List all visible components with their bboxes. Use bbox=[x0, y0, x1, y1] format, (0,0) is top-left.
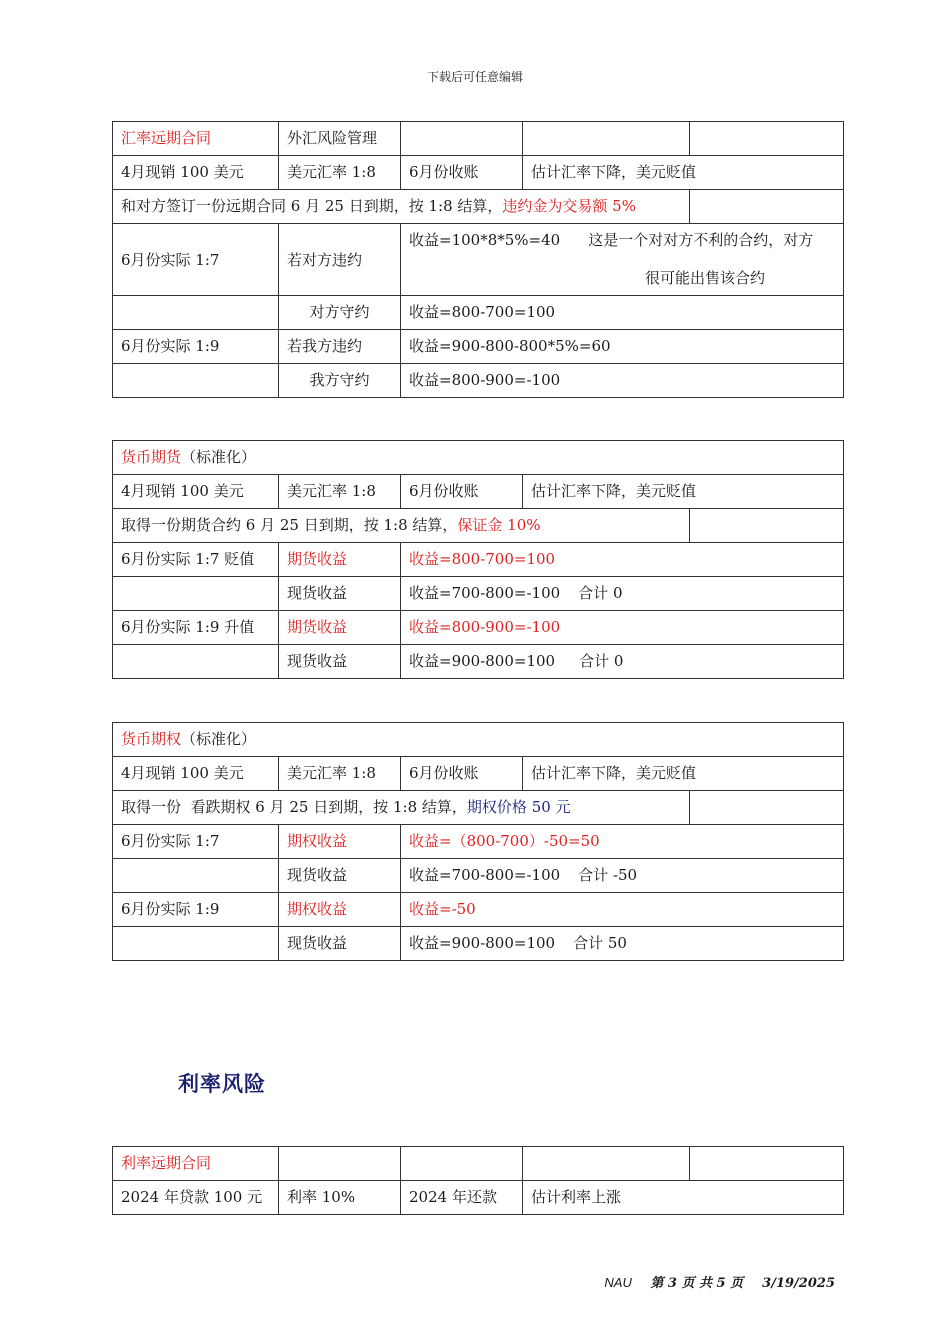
footer-date: 3/19/2025 bbox=[762, 1276, 835, 1291]
cell-text: 收益=700-800=-100 bbox=[409, 866, 561, 884]
currency-options-table bbox=[112, 722, 844, 961]
table-cell: 期货收益 bbox=[279, 543, 401, 577]
table-cell bbox=[113, 859, 279, 893]
cell-highlight-text: 保证金 10% bbox=[457, 516, 541, 534]
table-cell: 收益=（800-700）-50=50 bbox=[401, 825, 844, 859]
table-cell bbox=[401, 927, 844, 961]
table-row bbox=[113, 927, 844, 961]
table-cell: 现货收益 bbox=[279, 859, 401, 893]
table-row bbox=[113, 296, 844, 330]
table-row bbox=[113, 122, 844, 156]
cell-highlight-text: 期权价格 50 元 bbox=[466, 798, 571, 816]
table-cell bbox=[113, 509, 690, 543]
cell-text: 取得一份期货合约 6 月 25 日到期，按 1:8 结算， bbox=[121, 516, 458, 534]
table-cell: 6月份实际 1:9 bbox=[113, 893, 279, 927]
table-row bbox=[113, 364, 844, 398]
table-cell: 估计汇率下降，美元贬值 bbox=[523, 156, 844, 190]
table-cell: 利率 10% bbox=[279, 1181, 401, 1215]
cell-total-text: 合计 50 bbox=[573, 934, 627, 952]
table-cell: 我方守约 bbox=[279, 364, 401, 398]
cell-text: 收益=900-800=100 bbox=[409, 652, 556, 670]
table-cell bbox=[523, 122, 690, 156]
table-row bbox=[113, 1147, 844, 1181]
table-title bbox=[113, 723, 844, 757]
table-cell bbox=[113, 791, 690, 825]
page-footer bbox=[604, 1272, 835, 1291]
cell-text: 取得一份 看跌期权 6 月 25 日到期，按 1:8 结算， bbox=[121, 798, 467, 816]
table-cell: 6月份实际 1:7 贬值 bbox=[113, 543, 279, 577]
table-row bbox=[113, 859, 844, 893]
table-cell bbox=[279, 1147, 401, 1181]
table-row bbox=[113, 190, 844, 224]
cell-text: 收益=700-800=-100 bbox=[409, 584, 561, 602]
footer-page-number: 第 3 页 共 5 页 bbox=[650, 1276, 744, 1291]
table-cell: 收益=800-700=100 bbox=[401, 543, 844, 577]
table-cell: 外汇风险管理 bbox=[279, 122, 401, 156]
table-cell bbox=[401, 1147, 523, 1181]
cell-note-text: 这是一个对对方不利的合约，对方 bbox=[588, 231, 814, 249]
table-cell: 收益=800-900=-100 bbox=[401, 611, 844, 645]
table-cell bbox=[690, 122, 844, 156]
table-cell: 期权收益 bbox=[279, 893, 401, 927]
table-cell bbox=[113, 190, 690, 224]
table-row bbox=[113, 156, 844, 190]
table-row bbox=[113, 723, 844, 757]
table-cell: 若我方违约 bbox=[279, 330, 401, 364]
table-cell bbox=[113, 645, 279, 679]
table-cell: 收益=900-800-800*5%=60 bbox=[401, 330, 844, 364]
cell-highlight-text: 违约金为交易额 5% bbox=[502, 197, 636, 215]
table-cell: 6月份实际 1:7 bbox=[113, 224, 279, 296]
table-cell bbox=[113, 927, 279, 961]
table-cell: 收益=800-700=100 bbox=[401, 296, 844, 330]
table-row bbox=[113, 577, 844, 611]
table-cell: 6月份收账 bbox=[401, 156, 523, 190]
table-cell bbox=[401, 577, 844, 611]
table-cell: 4月现销 100 美元 bbox=[113, 475, 279, 509]
table-cell: 6月份实际 1:7 bbox=[113, 825, 279, 859]
table-title-suffix: （标准化） bbox=[181, 730, 257, 748]
table-title: 汇率远期合同 bbox=[113, 122, 279, 156]
table-cell: 6月份收账 bbox=[401, 757, 523, 791]
table-row bbox=[113, 791, 844, 825]
table-cell bbox=[690, 791, 844, 825]
cell-total-text: 合计 0 bbox=[578, 584, 623, 602]
section-title: 利率风险 bbox=[178, 1072, 266, 1096]
table-cell: 美元汇率 1:8 bbox=[279, 757, 401, 791]
table-row bbox=[113, 543, 844, 577]
table-cell: 期货收益 bbox=[279, 611, 401, 645]
table-cell bbox=[401, 224, 844, 296]
table-cell: 现货收益 bbox=[279, 927, 401, 961]
table-row bbox=[113, 475, 844, 509]
forward-contract-table bbox=[112, 121, 844, 398]
table-row bbox=[113, 224, 844, 296]
table-title-red: 货币期货 bbox=[121, 448, 182, 466]
table-cell: 6月份实际 1:9 bbox=[113, 330, 279, 364]
table-row bbox=[113, 645, 844, 679]
table-cell bbox=[690, 190, 844, 224]
table-row bbox=[113, 893, 844, 927]
cell-total-text: 合计 0 bbox=[579, 652, 624, 670]
page-header-note: 下载后可任意编辑 bbox=[426, 70, 523, 84]
table-cell: 美元汇率 1:8 bbox=[279, 156, 401, 190]
table-row bbox=[113, 825, 844, 859]
table-cell: 若对方违约 bbox=[279, 224, 401, 296]
table-cell bbox=[401, 859, 844, 893]
table-cell: 估计汇率下降，美元贬值 bbox=[523, 757, 844, 791]
table-cell bbox=[113, 364, 279, 398]
table-row bbox=[113, 611, 844, 645]
table-cell: 现货收益 bbox=[279, 645, 401, 679]
table-cell: 收益=800-900=-100 bbox=[401, 364, 844, 398]
cell-total-text: 合计 -50 bbox=[578, 866, 638, 884]
table-row bbox=[113, 757, 844, 791]
table-cell bbox=[401, 122, 523, 156]
table-cell: 现货收益 bbox=[279, 577, 401, 611]
table-cell: 4月现销 100 美元 bbox=[113, 156, 279, 190]
table-cell: 4月现销 100 美元 bbox=[113, 757, 279, 791]
table-title bbox=[113, 441, 844, 475]
table-cell: 估计汇率下降，美元贬值 bbox=[523, 475, 844, 509]
table-cell: 2024 年还款 bbox=[401, 1181, 523, 1215]
cell-text: 收益=900-800=100 bbox=[409, 934, 556, 952]
cell-text: 收益=100*8*5%=40 bbox=[409, 231, 561, 249]
table-cell bbox=[401, 645, 844, 679]
table-cell: 6月份收账 bbox=[401, 475, 523, 509]
footer-org: NAU bbox=[604, 1275, 632, 1290]
table-cell bbox=[523, 1147, 690, 1181]
interest-rate-forward-table bbox=[112, 1146, 844, 1215]
table-cell: 对方守约 bbox=[279, 296, 401, 330]
table-title-red: 货币期权 bbox=[121, 730, 182, 748]
table-cell bbox=[690, 1147, 844, 1181]
table-cell: 2024 年贷款 100 元 bbox=[113, 1181, 279, 1215]
table-title: 利率远期合同 bbox=[113, 1147, 279, 1181]
currency-futures-table bbox=[112, 440, 844, 679]
table-cell: 估计利率上涨 bbox=[523, 1181, 844, 1215]
table-cell bbox=[690, 509, 844, 543]
table-row bbox=[113, 330, 844, 364]
cell-note-text: 很可能出售该合约 bbox=[645, 269, 766, 287]
table-cell: 6月份实际 1:9 升值 bbox=[113, 611, 279, 645]
table-cell: 美元汇率 1:8 bbox=[279, 475, 401, 509]
table-row bbox=[113, 441, 844, 475]
table-cell: 期权收益 bbox=[279, 825, 401, 859]
table-row bbox=[113, 509, 844, 543]
table-cell: 收益=-50 bbox=[401, 893, 844, 927]
table-cell bbox=[113, 296, 279, 330]
table-cell bbox=[113, 577, 279, 611]
table-title-suffix: （标准化） bbox=[181, 448, 257, 466]
cell-text: 和对方签订一份远期合同 6 月 25 日到期，按 1:8 结算， bbox=[121, 197, 503, 215]
table-row bbox=[113, 1181, 844, 1215]
